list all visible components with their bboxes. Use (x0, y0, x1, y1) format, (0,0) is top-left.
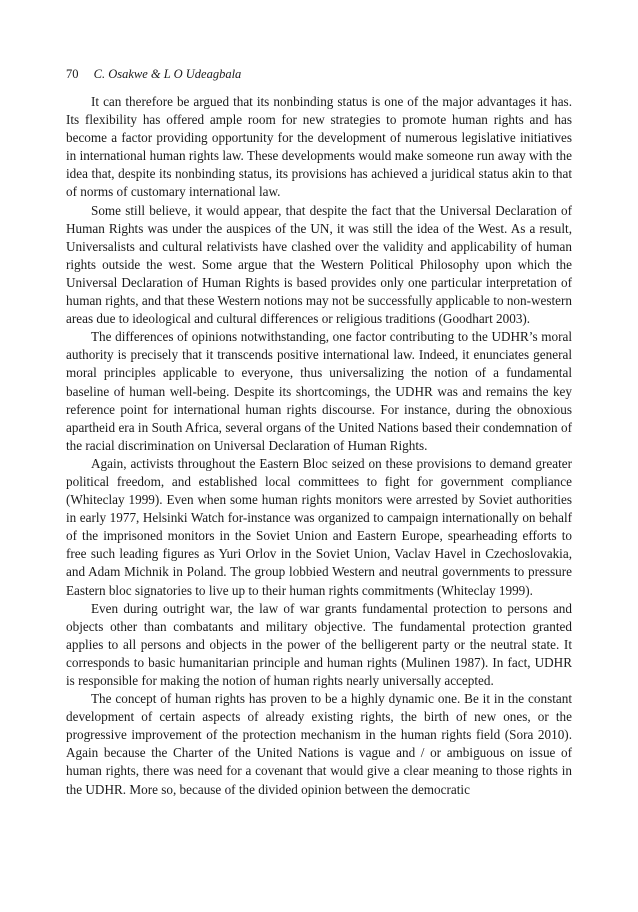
paragraph: It can therefore be argued that its nonbinding status is one of the major advantages it has. Its flexibility has offered ample room for new strategies to promote human rights and has become a factor providing opportunity for the development of numerous legislative initiatives in international human rights law. These developments would make someone run away with the idea that, despite its nonbinding status, its provisions has achieved a juridical status akin to that of norms of customary international law. (66, 94, 572, 200)
running-head-authors: C. Osakwe & L O Udeagbala (93, 67, 242, 81)
paragraph: Some still believe, it would appear, that despite the fact that the Universal Declaration of Human Rights was under the auspices of the UN, it was still the idea of the West. As a result, Universalists and cultural relativists have clashed over the validity and applicability of human rights outside the west. Some argue that the Western Political Philosophy upon which the Universal Declaration of Human Rights is based provides only one particular interpretation of human rights, and that these Western notions may not be successfully applicable to non-western areas due to ideological and cultural differences or religious traditions (Goodhart 2003). (66, 202, 572, 327)
paragraph: Even during outright war, the law of war grants fundamental protection to persons and objects other than combatants and military objective. The fundamental protection granted applies to all persons and objects in the power of the belligerent party or the neutral state. It corresponds to basic humanitarian principle and human rights (Mulinen 1987). In fact, UDHR is responsible for making the notion of human rights nearly universally accepted. (66, 600, 572, 688)
page-number: 70 (66, 67, 79, 81)
body-text (66, 93, 572, 799)
paragraph: The concept of human rights has proven to be a highly dynamic one. Be it in the constant development of certain aspects of already existing rights, the birth of new ones, or the progressive improvement of the protection mechanism in the human rights field (Sora 2010). Again because the Charter of the United Nations is vague and / or ambiguous on issue of human rights, there was need for a covenant that would give a clear meaning to those rights in the UDHR. More so, because of the divided opinion between the democratic (66, 691, 572, 797)
running-header (66, 66, 241, 82)
paragraph: Again, activists throughout the Eastern Bloc seized on these provisions to demand greater political freedom, and established local committees to fight for government compliance (Whiteclay 1999). Even when some human rights monitors were arrested by Soviet authorities in early 1977, Helsinki Watch for-instance was organized to campaign internationally on behalf of the imprisoned monitors in the Soviet Union and Eastern Europe, spearheading efforts to free such leading figures as Yuri Orlov in the Soviet Union, Vaclav Havel in Czechoslovakia, and Adam Michnik in Poland. The group lobbied Western and neutral governments to pressure Eastern bloc signatories to live up to their human rights commitments (Whiteclay 1999). (66, 455, 572, 598)
paragraph: The differences of opinions notwithstanding, one factor contributing to the UDHR’s moral authority is precisely that it transcends positive international law. Indeed, it enunciates general moral principles applicable to everyone, thus universalizing the notion of a fundamental baseline of human well-being. Despite its shortcomings, the UDHR was and remains the key reference point for international human rights discourse. For instance, during the obnoxious apartheid era in South Africa, several organs of the United Nations based their condemnation of the racial discrimination on Universal Declaration of Human Rights. (66, 329, 572, 453)
